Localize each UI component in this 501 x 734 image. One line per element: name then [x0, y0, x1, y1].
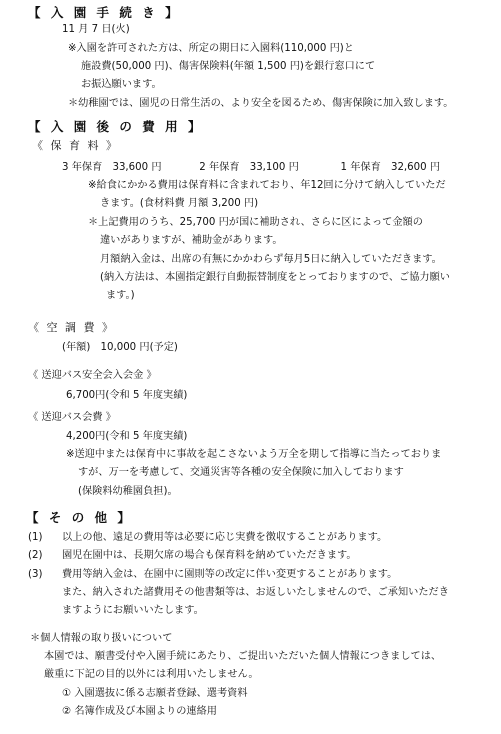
bus-fee-value: 4,200円(令和 5 年度実績) — [66, 431, 188, 442]
tuition-note: 月額納入金は、出席の有無にかかわらず毎月5日に納入していただきます。 — [100, 254, 442, 265]
admission-note: 施設費(50,000 円)、傷害保険料(年額 1,500 円)を銀行窓口にて — [81, 61, 376, 72]
other-heading: 【 そ の 他 】 — [26, 510, 133, 525]
bus-fee-note: すが、万一を考慮して、交通災害等各種の安全保険に加入しております — [78, 467, 404, 478]
privacy-title: ＊個人情報の取り扱いについて — [30, 633, 173, 644]
privacy-item: ① 入園選抜に係る志願者登録、選考資料 — [62, 688, 248, 699]
privacy-text: 厳重に下記の目的以外には利用いたしません。 — [44, 669, 259, 680]
tuition-fees — [62, 160, 440, 176]
admission-note: ※入園を許可された方は、所定の期日に入園料(110,000 円)と — [68, 43, 354, 54]
admission-date: 11 月 7 日(火) — [62, 24, 130, 35]
fee-1yr: 1 年保育 32,600 円 — [340, 162, 441, 173]
tuition-note: (納入方法は、本園指定銀行自動振替制度をとっておりますので、ご協力願い — [100, 272, 450, 283]
tuition-note: ＊上記費用のうち、25,700 円が国に補助され、さらに区によって金額の — [88, 217, 423, 228]
other-item-num: (3) — [28, 569, 43, 580]
other-item-text: 費用等納入金は、在園中に園則等の改定に伴い変更することがあります。 — [62, 569, 398, 580]
other-continuation: また、納入された諸費用その他書類等は、お返しいたしませんので、ご承知いただき — [62, 587, 449, 598]
bus-entry-value: 6,700円(令和 5 年度実績) — [66, 390, 188, 401]
other-item-num: (2) — [28, 550, 43, 561]
insurance-note: ＊幼稚園では、園児の日常生活の、より安全を図るため、傷害保険に加入致します。 — [68, 98, 454, 109]
other-item-text: 以上の他、遠足の費用等は必要に応じ実費を徴収することがあります。 — [62, 532, 388, 543]
tuition-title: 《 保 育 料 》 — [32, 139, 119, 152]
privacy-item: ② 名簿作成及び本園よりの連絡用 — [62, 706, 217, 717]
bus-entry-title: 《 送迎バス安全会入会金 》 — [28, 370, 157, 381]
bus-fee-note: (保険料幼稚園負担)。 — [78, 486, 178, 497]
costs-heading: 【 入 園 後 の 費 用 】 — [28, 119, 204, 134]
admission-heading: 【 入 園 手 続 き 】 — [28, 5, 181, 20]
bus-fee-note: ※送迎中または保育中に事故を起こさないよう万全を期して指導に当たっておりま — [66, 449, 442, 460]
fee-3yr: 3 年保育 33,600 円 — [62, 162, 162, 173]
tuition-note: 違いがありますが、補助金があります。 — [100, 235, 283, 246]
fee-2yr: 2 年保育 33,100 円 — [199, 162, 299, 173]
other-item-text: 園児在園中は、長期欠席の場合も保育料を納めていただきます。 — [62, 550, 357, 561]
other-continuation: ますようにお願いいたします。 — [62, 605, 204, 616]
aircon-value: (年額) 10,000 円(予定) — [62, 342, 178, 353]
tuition-note: ます。) — [106, 290, 135, 301]
tuition-note: きます。(食材料費 月額 3,200 円) — [100, 198, 259, 209]
bus-fee-title: 《 送迎バス会費 》 — [28, 412, 116, 423]
aircon-title: 《 空 調 費 》 — [28, 321, 115, 334]
privacy-text: 本園では、願書受付や入園手続にあたり、ご提出いただいた個人情報につきましては、 — [44, 651, 442, 662]
admission-note: お振込願います。 — [81, 79, 162, 90]
other-item-num: (1) — [28, 532, 43, 543]
tuition-note: ※給食にかかる費用は保育料に含まれており、年12回に分けて納入していただ — [88, 180, 446, 191]
